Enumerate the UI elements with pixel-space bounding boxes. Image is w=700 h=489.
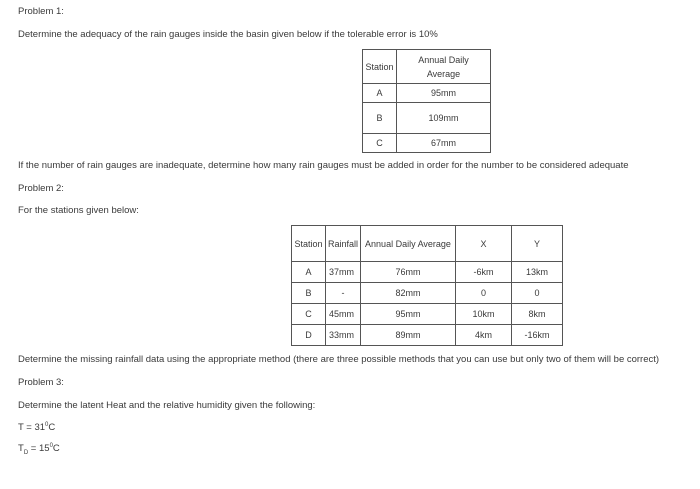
temperature-given <box>18 422 55 433</box>
degree-superscript: 0 <box>49 443 53 449</box>
x-cell: -6km <box>456 262 512 283</box>
value-cell: 95mm <box>397 84 491 103</box>
table-row <box>292 283 563 304</box>
x-cell: 4km <box>456 325 512 346</box>
table-row <box>292 262 563 283</box>
dewpoint-subscript: D <box>23 450 29 457</box>
station-cell: D <box>292 325 326 346</box>
station-cell: A <box>363 84 397 103</box>
header-line-1: Annual Daily <box>418 54 469 65</box>
table-header-annual-daily-average: Annual Daily Average <box>361 226 456 262</box>
problem1-prompt: Determine the adequacy of the rain gauges inside the basin given below if the tolerable error is 10% <box>18 29 438 40</box>
dewpoint-unit: C <box>52 443 60 455</box>
table-row <box>363 103 491 134</box>
problem1-followup: If the number of rain gauges are inadequate, determine how many rain gauges must be added in order for the number to be considered adequate <box>18 160 629 171</box>
table-row <box>292 304 563 325</box>
value-cell: 109mm <box>397 103 491 134</box>
value-cell: 67mm <box>397 134 491 153</box>
problem2-table <box>291 225 563 346</box>
temperature-unit: C <box>48 422 56 434</box>
problem2-prompt: For the stations given below: <box>18 205 139 216</box>
y-cell: 13km <box>512 262 563 283</box>
station-cell: C <box>292 304 326 325</box>
dewpoint-value: = 15 <box>28 443 50 455</box>
problem1-heading: Problem 1: <box>18 6 64 17</box>
problem3-prompt: Determine the latent Heat and the relative humidity given the following: <box>18 400 316 411</box>
table-header-y: Y <box>512 226 563 262</box>
average-cell: 82mm <box>361 283 456 304</box>
table-header-rainfall: Rainfall <box>326 226 361 262</box>
station-cell: C <box>363 134 397 153</box>
y-cell: -16km <box>512 325 563 346</box>
station-cell: B <box>292 283 326 304</box>
table-header-x: X <box>456 226 512 262</box>
rainfall-cell: - <box>326 283 361 304</box>
average-cell: 95mm <box>361 304 456 325</box>
problem1-table <box>362 49 491 153</box>
header-line-2: Average <box>426 68 461 79</box>
average-cell: 89mm <box>361 325 456 346</box>
temperature-label: T = 31 <box>18 422 46 434</box>
problem3-heading: Problem 3: <box>18 377 64 388</box>
dewpoint-given <box>18 443 60 456</box>
x-cell: 0 <box>456 283 512 304</box>
y-cell: 0 <box>512 283 563 304</box>
rainfall-cell: 45mm <box>326 304 361 325</box>
problem2-followup: Determine the missing rainfall data using the appropriate method (there are three possible methods that you can use but only two of them will be correct) <box>18 354 660 365</box>
table-header-station: Station <box>363 50 397 84</box>
x-cell: 10km <box>456 304 512 325</box>
rainfall-cell: 37mm <box>326 262 361 283</box>
table-row <box>363 84 491 103</box>
table-row <box>363 134 491 153</box>
dewpoint-label: T <box>18 443 24 455</box>
average-cell: 76mm <box>361 262 456 283</box>
degree-superscript: 0 <box>45 422 49 428</box>
table-row <box>292 325 563 346</box>
table-header-annual-daily-average <box>397 50 491 84</box>
table-header-station: Station <box>292 226 326 262</box>
rainfall-cell: 33mm <box>326 325 361 346</box>
station-cell: B <box>363 103 397 134</box>
problem2-heading: Problem 2: <box>18 183 64 194</box>
station-cell: A <box>292 262 326 283</box>
y-cell: 8km <box>512 304 563 325</box>
